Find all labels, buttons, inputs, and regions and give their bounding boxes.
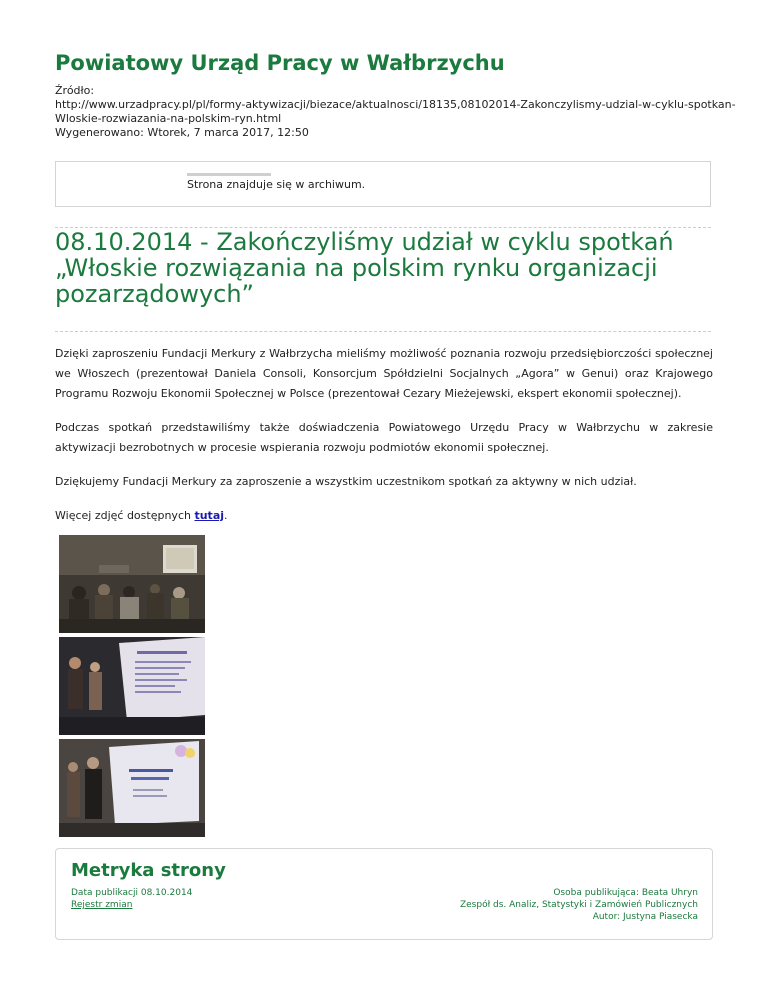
site-title: Powiatowy Urząd Pracy w Wałbrzychu [55, 51, 505, 75]
article-title-line2: „Włoskie rozwiązania na polskim rynku organizacji [55, 254, 658, 282]
archive-notice-box [55, 161, 711, 207]
source-label: Źródło: [55, 84, 95, 97]
article-title-line1: 08.10.2014 - Zakończyliśmy udział w cyklu spotkań [55, 228, 674, 256]
more-photos-link[interactable]: tutaj [194, 509, 225, 522]
paragraph-3: Dziękujemy Fundacji Merkury za zaproszenie a wszystkim uczestnikom spotkań za aktywny w nich udział. [55, 475, 637, 488]
archive-notice: Strona znajduje się w archiwum. [187, 178, 366, 191]
more-photos [55, 506, 713, 526]
metrics-title: Metryka strony [71, 860, 226, 881]
changes-register-link[interactable]: Rejestr zmian [71, 900, 133, 910]
publication-date: Data publikacji 08.10.2014 [71, 888, 193, 898]
metrics-left [71, 887, 192, 911]
paragraph-1: Dzięki zaproszeniu Fundacji Merkury z Wałbrzycha mieliśmy możliwość poznania rozwoju przedsiębiorczości społecznej we Włoszech (prezentował Daniela Consoli, Konsorcjum Spółdzielni Socjalnych „Agora” w Genui) oraz Krajowego Programu Rozwoju Ekonomii Społecznej w Polsce (prezentował Cezary Mieżejewski, ekspert ekonomii społecznej). [55, 347, 713, 400]
photo-audience[interactable] [59, 535, 205, 633]
paragraph-2: Podczas spotkań przedstawiliśmy także doświadczenia Powiatowego Urzędu Pracy w Wałbrzychu w zakresie aktywizacji bezrobotnych w procesie wspierania rozwoju podmiotów ekonomii społecznej. [55, 421, 713, 454]
page-metrics-box [55, 848, 713, 940]
publisher: Osoba publikująca: Beata Uhryn [553, 888, 698, 898]
author: Autor: Justyna Piasecka [592, 912, 698, 922]
divider-bottom [55, 331, 711, 332]
source-url-line1[interactable]: http://www.urzadpracy.pl/pl/formy-aktywizacji/biezace/aktualnosci/18135,08102014-Zakonczylismy-udzial-w-cyklu-spotkan- [55, 98, 736, 111]
source-url-line2[interactable]: Wloskie-rozwiazania-na-polskim-ryn.html [55, 112, 282, 125]
generated-date: Wygenerowano: Wtorek, 7 marca 2017, 12:50 [55, 126, 309, 139]
team: Zespół ds. Analiz, Statystyki i Zamówień Publicznych [459, 900, 698, 910]
photo-presentation[interactable] [59, 637, 205, 735]
article-body [55, 344, 713, 540]
archive-bar [187, 173, 271, 176]
article-title [55, 229, 715, 307]
metrics-right [460, 887, 698, 923]
article-title-line3: pozarządowych” [55, 280, 254, 308]
more-photos-prefix: Więcej zdjęć dostępnych [55, 509, 195, 522]
source-info [55, 84, 736, 140]
more-photos-suffix: . [224, 509, 228, 522]
photo-speaker[interactable] [59, 739, 205, 837]
